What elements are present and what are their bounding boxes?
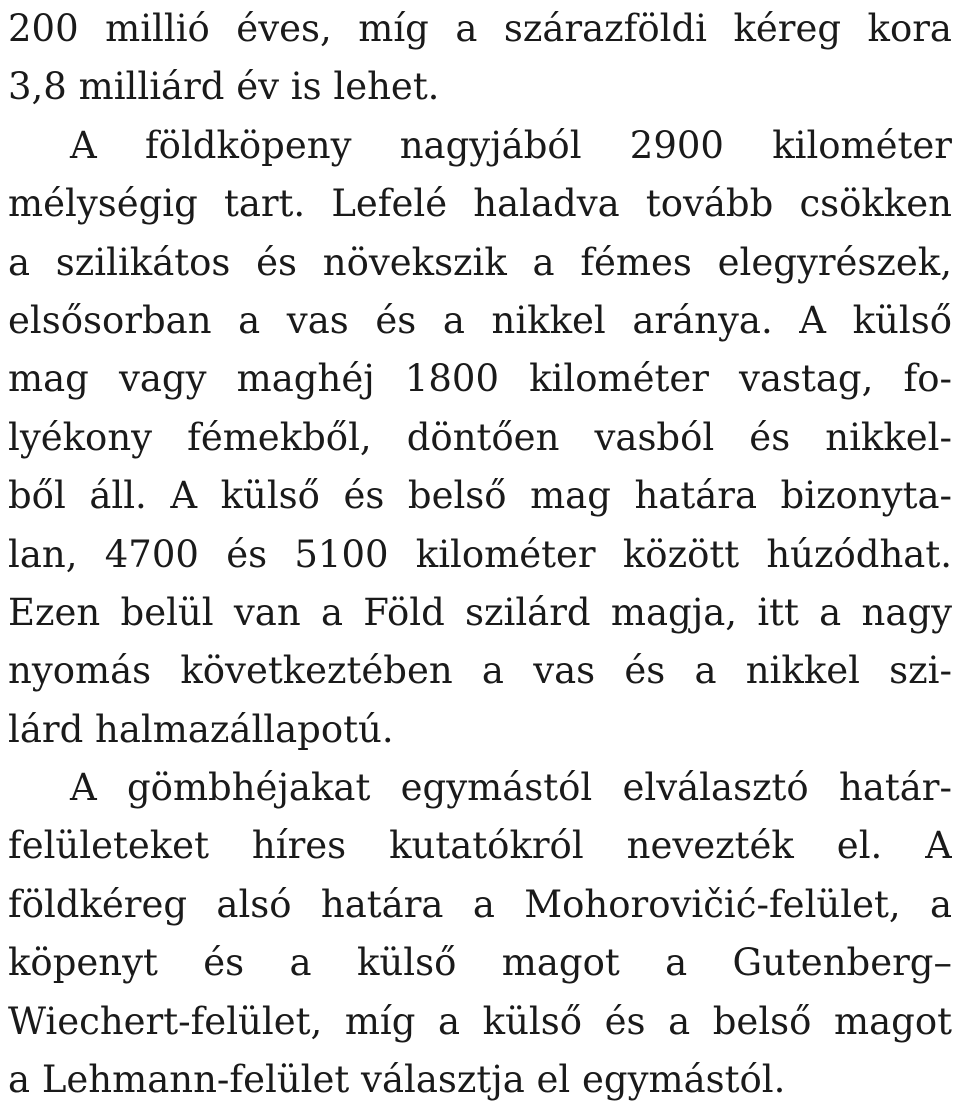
text-line: lárd halmazállapotú.	[8, 707, 394, 751]
paragraph-boundaries	[8, 759, 952, 1109]
text-line: felületeket híres kutatókról nevezték el. A	[8, 824, 952, 868]
text-line: elsősorban a vas és a nikkel aránya. A külső	[8, 298, 952, 342]
text-line: a szilikátos és növekszik a fémes elegyrészek,	[8, 240, 952, 284]
text-line: ből áll. A külső és belső mag határa bizonyta-	[8, 474, 952, 518]
text-line: A földköpeny nagyjából 2900 kilométer	[70, 123, 952, 167]
paragraph-mantle-core	[8, 117, 952, 759]
text-line: mélységig tart. Lefelé haladva tovább csökken	[8, 182, 952, 226]
text-line: lyékony fémekből, döntően vasból és nikkel-	[8, 415, 952, 459]
text-line: földkéreg alsó határa a Mohorovičić-felület, a	[8, 882, 952, 926]
text-line: Ezen belül van a Föld szilárd magja, itt a nagy	[8, 590, 952, 634]
text-line: 200 millió éves, míg a szárazföldi kéreg kora	[8, 7, 952, 50]
text-line: A gömbhéjakat egymástól elválasztó határ-	[70, 766, 952, 810]
text-line: köpenyt és a külső magot a Gutenberg–	[8, 941, 952, 985]
text-line: 3,8 milliárd év is lehet.	[8, 65, 440, 109]
text-line: Wiechert-felület, míg a külső és a belső magot	[8, 999, 952, 1043]
text-line: a Lehmann-felület választja el egymástól.	[8, 1058, 786, 1102]
paragraph-crust-age	[8, 0, 952, 117]
text-line: mag vagy maghéj 1800 kilométer vastag, fo-	[8, 357, 952, 401]
text-line: nyomás következtében a vas és a nikkel szi-	[8, 649, 952, 693]
text-line: lan, 4700 és 5100 kilométer között húzódhat.	[8, 532, 952, 576]
